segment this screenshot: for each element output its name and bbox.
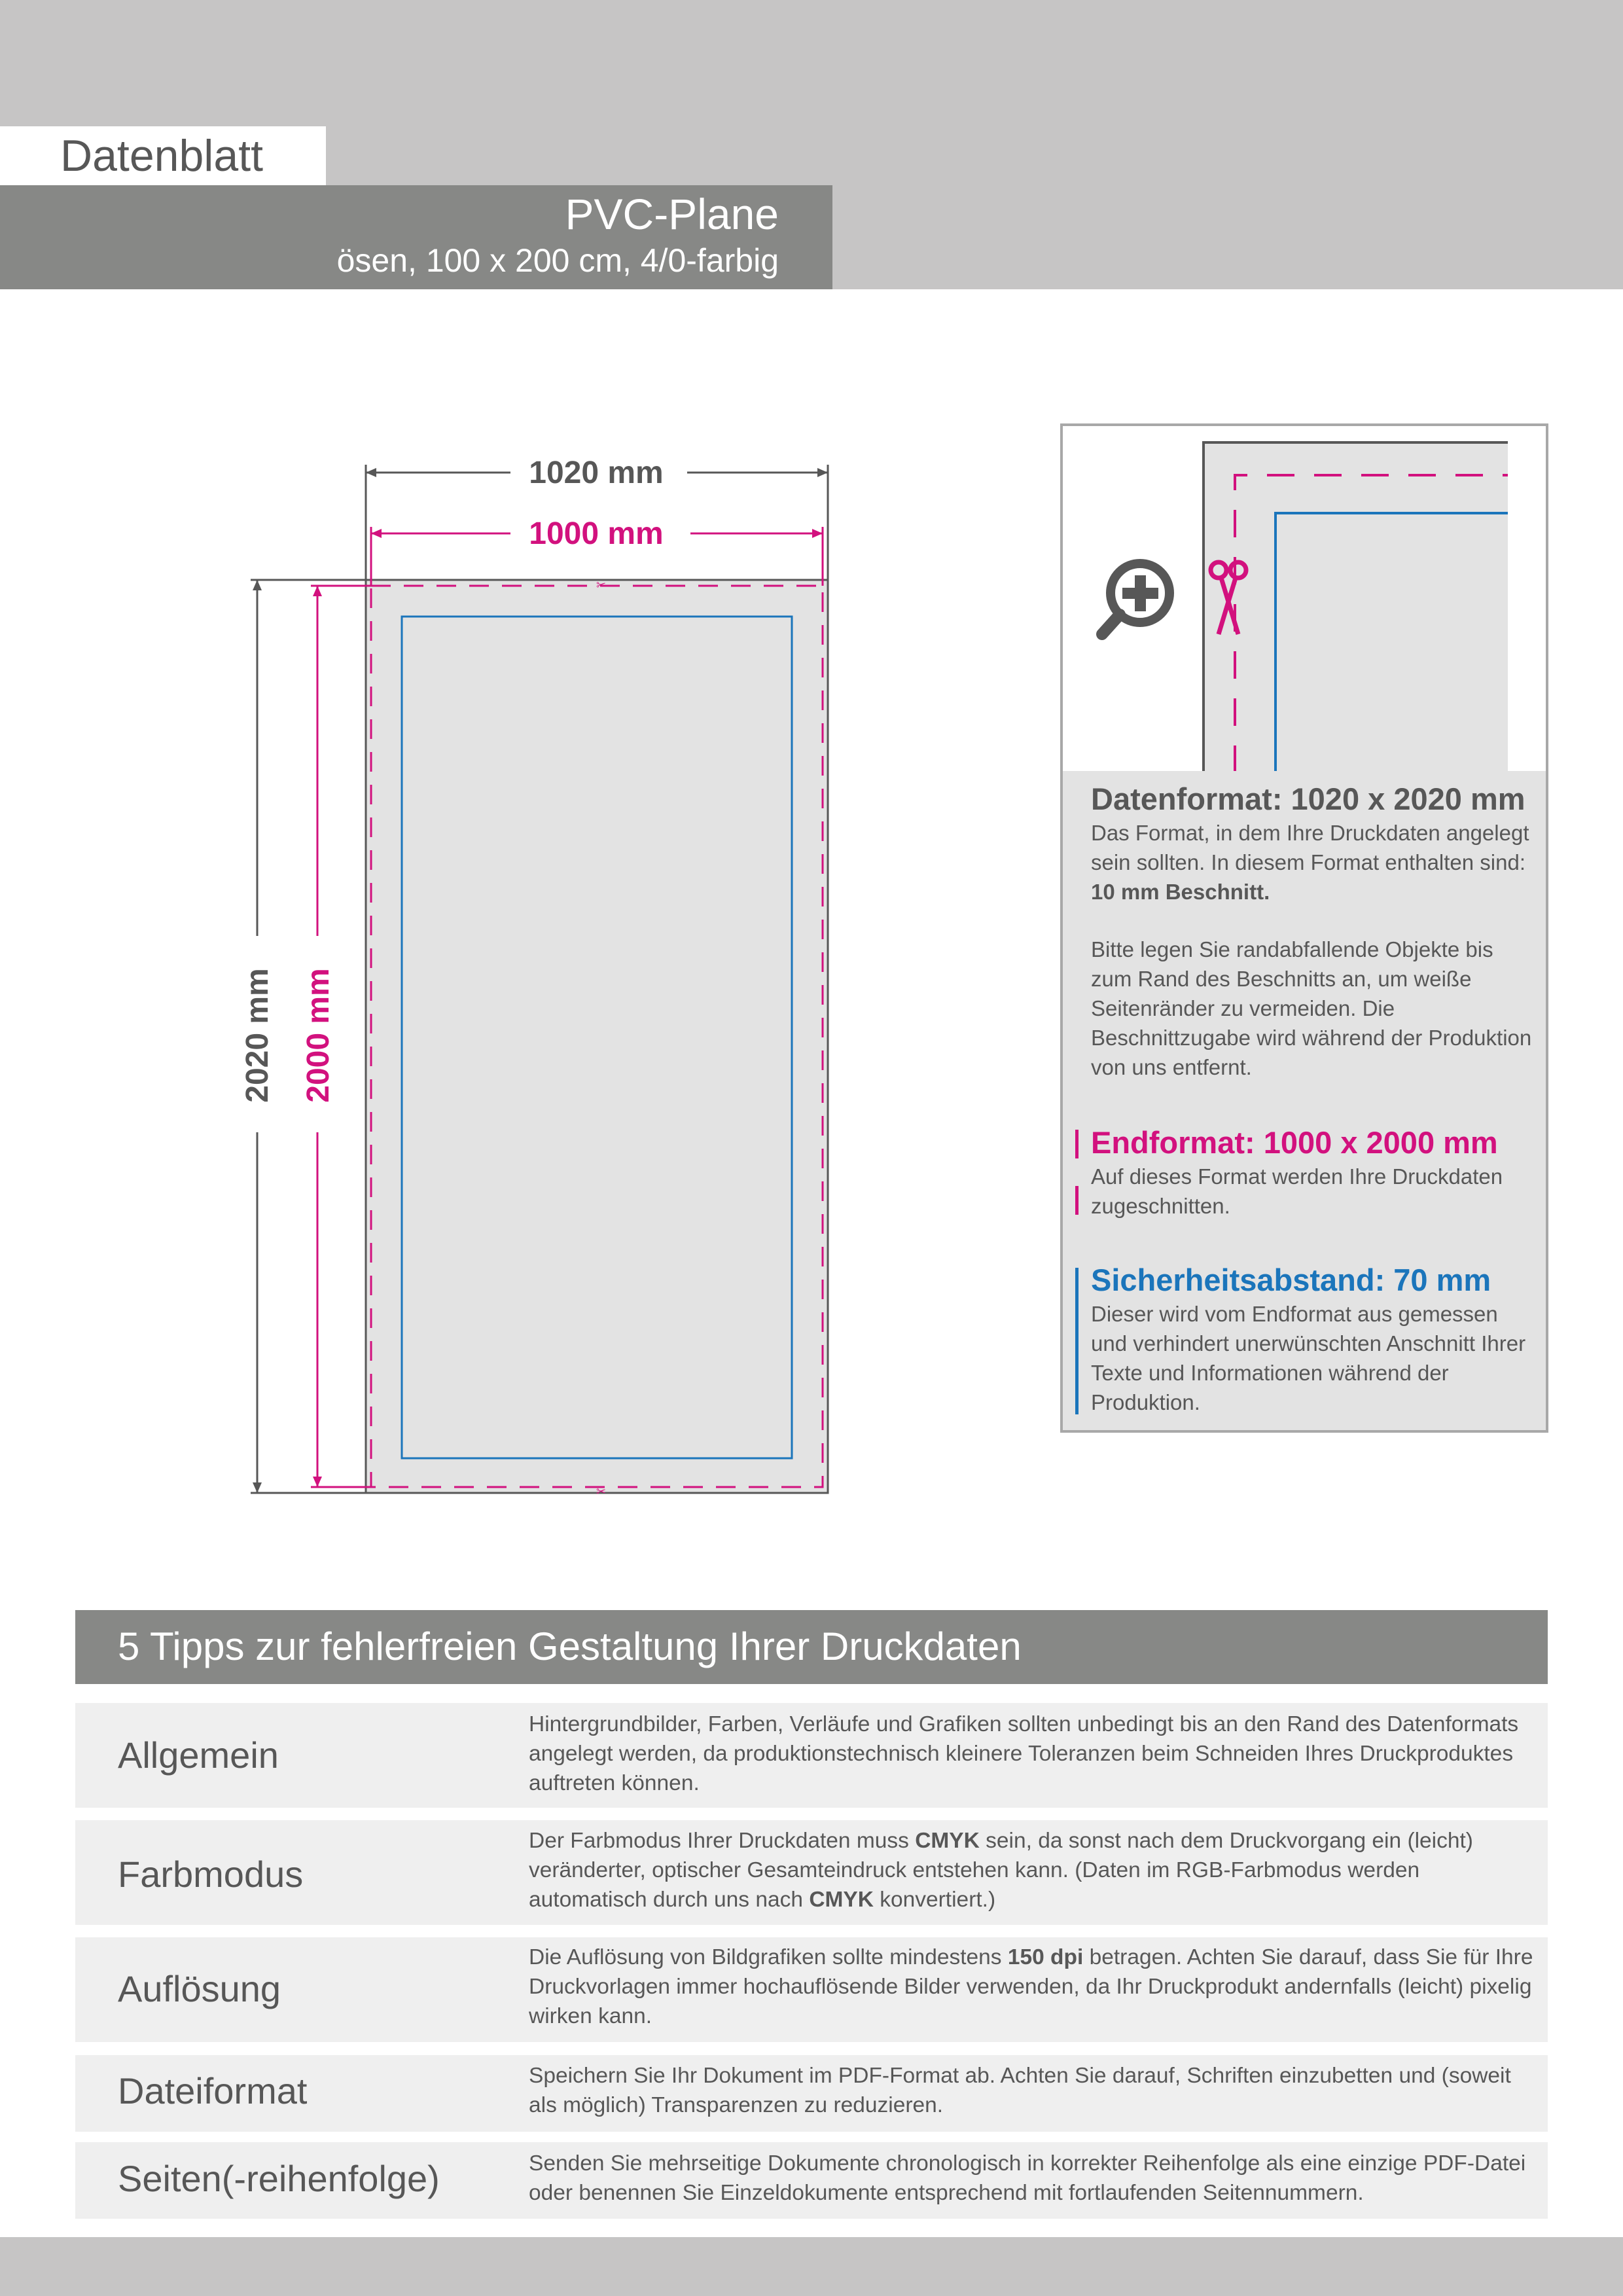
tip-label: Auflösung (118, 1968, 281, 2009)
tips-title: 5 Tipps zur fehlerfreien Gestaltung Ihrer Druckdaten (118, 1624, 1022, 1668)
endformat-text: Auf dieses Format werden Ihre Druckdaten zugeschnitten. (1091, 1164, 1503, 1218)
datenformat-text: Das Format, in dem Ihre Druckdaten angelegt sein sollten. In diesem Format enthalten sind: 10 mm Beschnitt. (1091, 821, 1529, 904)
tip-label: Seiten(-reihenfolge) (118, 2158, 440, 2199)
sicherheit-accent (1075, 1268, 1079, 1414)
datenblatt-label: Datenblatt (60, 131, 263, 181)
footer-band (0, 2237, 1623, 2296)
tip-text: Senden Sie mehrseitige Dokumente chronologisch in korrekter Reihenfolge als eine einzige PDF-Datei oder benennen Sie Einzeldokumente entsprechend mit fortlaufenden Seitennummern. (529, 2151, 1526, 2205)
format-diagram (0, 393, 916, 1518)
sicherheit-heading: Sicherheitsabstand: 70 mm (1091, 1263, 1491, 1297)
datenformat-heading: Datenformat: 1020 x 2020 mm (1091, 781, 1525, 816)
tip-text: Hintergrundbilder, Farben, Verläufe und Grafiken sollten unbedingt bis an den Rand des Datenformats angelegt werden, da produktionstechnisch kleinere Toleranzen beim Schneiden Ihres Druckproduktes auftreten können. (529, 1712, 1519, 1795)
data-format-rect (366, 580, 828, 1493)
width-final-label: 1000 mm (529, 516, 664, 551)
tip-text: Speichern Sie Ihr Dokument im PDF-Format ab. Achten Sie darauf, Schriften einzubetten und (soweit als möglich) Transparenzen zu reduzieren. (529, 2064, 1511, 2117)
datenformat-text-2: Bitte legen Sie randabfallende Objekte bis zum Rand des Beschnitts an, um weiße Seitenränder zu vermeiden. Die Beschnittzugabe wird während der Produktion von uns entfernt. (1091, 937, 1532, 1079)
tip-label: Farbmodus (118, 1854, 304, 1895)
tip-label: Dateiformat (118, 2070, 308, 2111)
corner-detail-bg (1204, 442, 1521, 771)
zoom-detail (1063, 426, 1546, 771)
tip-text: Der Farbmodus Ihrer Druckdaten muss CMYK sein, da sonst nach dem Druckvorgang ein (leicht) veränderter, optischer Gesamteindruck entstehen kann. (Daten im RGB-Farbmodus werden automatisch durch uns nach CMYK konvertiert.) (529, 1829, 1473, 1912)
height-data-label: 2020 mm (240, 968, 275, 1103)
endformat-accent (1075, 1130, 1079, 1158)
product-title: PVC-Plane (565, 190, 779, 238)
scissor-mark-top: ✂ (596, 579, 607, 592)
zoom-in-icon (1102, 564, 1169, 634)
width-data-label: 1020 mm (529, 456, 664, 490)
sicherheit-text: Dieser wird vom Endformat aus gemessen und verhindert unerwünschten Anschnitt Ihrer Texte und Informationen während der Produktion. (1091, 1302, 1526, 1414)
scissor-mark-bottom: ✂ (596, 1485, 607, 1499)
product-subtitle: ösen, 100 x 200 cm, 4/0-farbig (336, 242, 779, 279)
endformat-heading: Endformat: 1000 x 2000 mm (1091, 1125, 1498, 1160)
height-final-label: 2000 mm (301, 968, 336, 1103)
tip-text: Die Auflösung von Bildgrafiken sollte mindestens 150 dpi betragen. Achten Sie darauf, dass Sie für Ihre Druckvorlagen immer hochauflösende Bilder verwenden, da Ihr Druckprodukt andernfalls (leicht) pixelig wirken kann. (529, 1945, 1533, 2028)
tip-label: Allgemein (118, 1734, 279, 1776)
endformat-accent-2 (1075, 1186, 1079, 1215)
